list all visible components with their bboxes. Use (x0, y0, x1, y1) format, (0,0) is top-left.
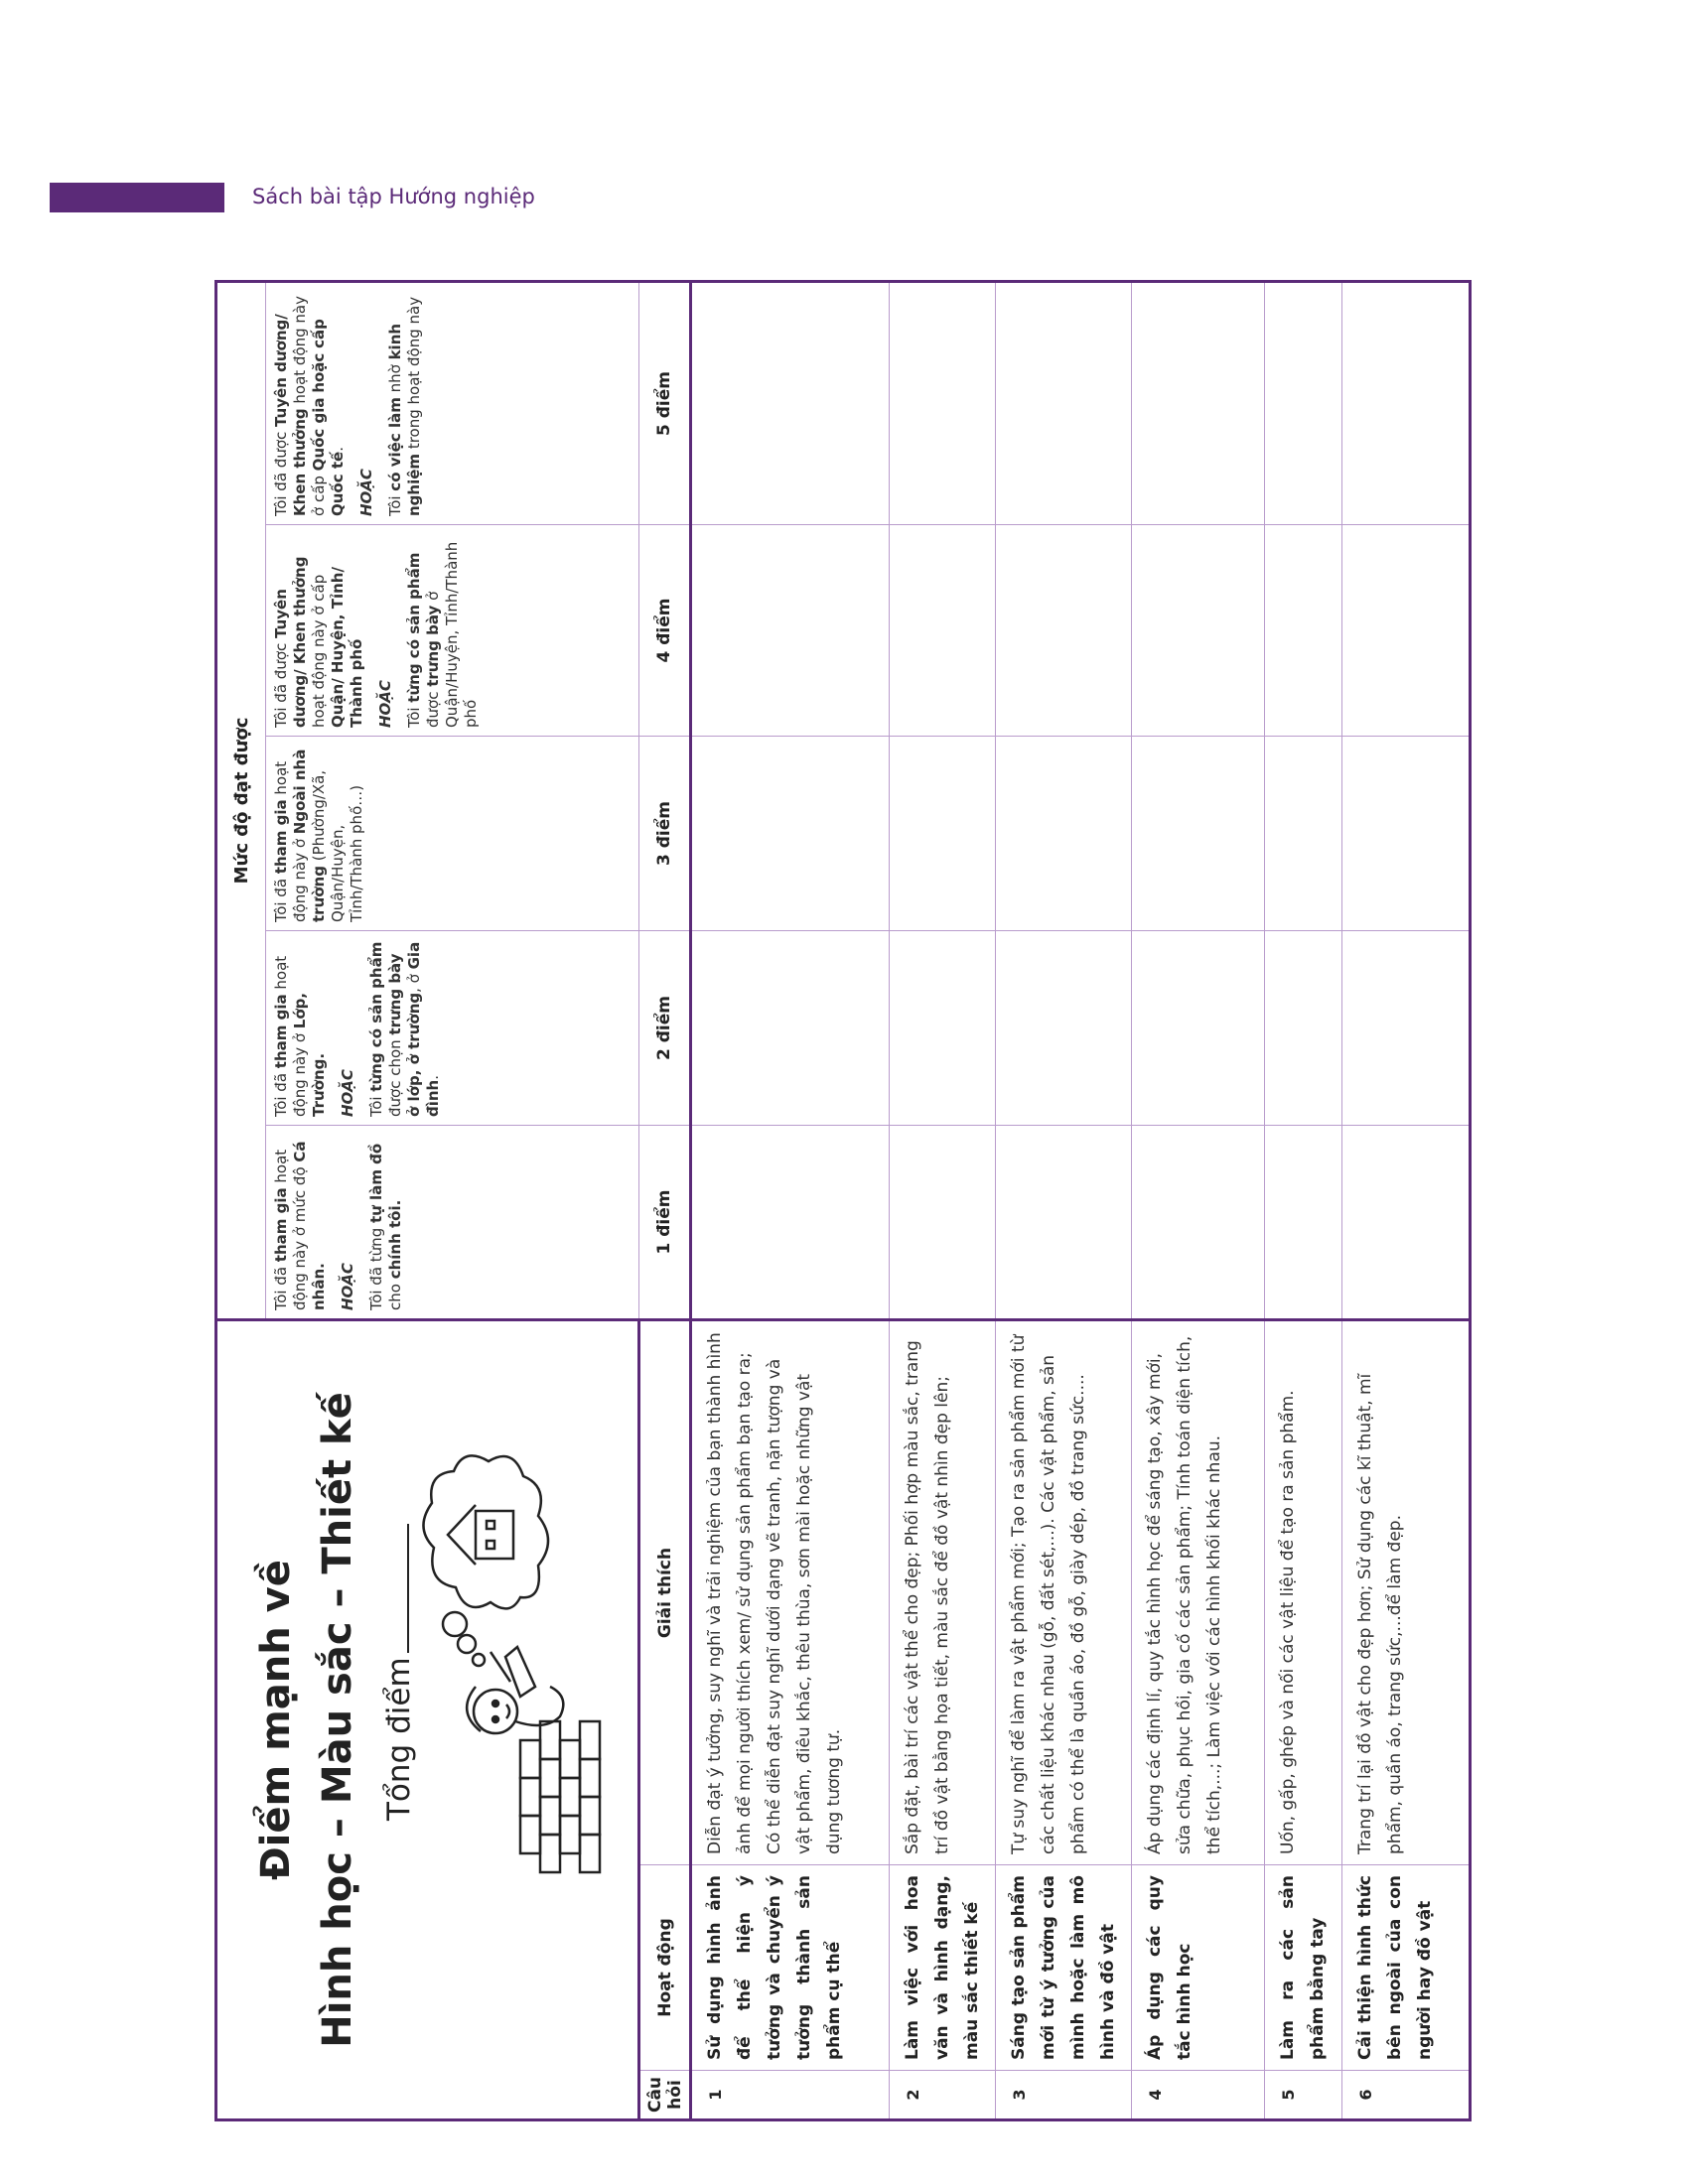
score-cell-3[interactable] (996, 737, 1132, 931)
activity-cell: Làm việc với hoa văn và hình dạng, màu sắc thiết kế (890, 1865, 996, 2071)
activity-cell: Cải thiện hình thức bên ngoài của con người hay đồ vật (1342, 1865, 1471, 2071)
desc-text: Tôi (367, 1091, 385, 1117)
desc-text: hoạt động này ở cấp (291, 295, 328, 516)
or-separator: HOẶC (376, 680, 394, 728)
question-number: 6 (1342, 2071, 1471, 2120)
header-accent-bar (50, 183, 224, 212)
desc-text: . (329, 447, 347, 452)
table-row (1342, 281, 1471, 2119)
score-cell-1[interactable] (691, 1126, 890, 1320)
question-number: 4 (1132, 2071, 1265, 2120)
emphasis-text: Cá nhân. (291, 1141, 328, 1310)
title-line-1: Điểm mạnh về (253, 1560, 299, 1880)
table-row (1132, 281, 1265, 2119)
score-cell-4[interactable] (1132, 525, 1265, 737)
title-line-2: Hình học – Màu sắc – Thiết kế (315, 1392, 360, 2048)
question-number: 1 (691, 2071, 890, 2120)
child-dreaming-illustration (421, 1453, 610, 1880)
score-cell-5[interactable] (691, 281, 890, 524)
desc-text: Tôi đã (272, 1262, 290, 1310)
desc-text: ở Quận/Huyện, Tỉnh/Thành phố (424, 541, 480, 728)
score-cell-1[interactable] (1342, 1126, 1471, 1320)
table-row (890, 281, 996, 2119)
title-block (216, 1320, 639, 2120)
desc-text: được (424, 686, 442, 728)
level-desc-3 (266, 737, 639, 931)
activity-cell: Sử dụng hình ảnh để thể hiện ý tưởng và chuyển ý tưởng thành sản phẩm cụ thể (691, 1865, 890, 2071)
score-cell-5[interactable] (1342, 281, 1471, 524)
desc-text: trong hoạt động này (405, 296, 423, 454)
total-score-field (381, 1524, 417, 1821)
col-header-score-5: 5 điểm (639, 281, 691, 524)
table-row (1265, 281, 1342, 2119)
emphasis-text: Tuyên dương/ Khen thưởng (272, 556, 309, 728)
score-cell-4[interactable] (1342, 525, 1471, 737)
total-score-blank[interactable] (383, 1524, 409, 1653)
emphasis-text: cấp Quốc tế (310, 319, 347, 516)
emphasis-text: Lớp, Trường. (291, 992, 328, 1117)
score-cell-4[interactable] (890, 525, 996, 737)
explanation-cell: Trang trí lại đồ vật cho đẹp hơn; Sử dụng các kĩ thuật, mĩ phẩm, quần áo, trang sức,...để làm đẹp. (1342, 1320, 1471, 1865)
score-cell-4[interactable] (691, 525, 890, 737)
total-score-label: Tổng điểm (381, 1657, 417, 1821)
col-header-score-4: 4 điểm (639, 525, 691, 737)
emphasis-text: kinh nghiệm (386, 323, 423, 516)
or-separator: HOẶC (339, 1263, 356, 1310)
desc-text: hoạt động này ở (272, 955, 309, 1117)
bricks-drawing (520, 1721, 600, 1872)
score-cell-3[interactable] (1342, 737, 1471, 931)
col-header-score-2: 2 điểm (639, 931, 691, 1126)
col-header-score-1: 1 điểm (639, 1126, 691, 1320)
col-header-question: Câu hỏi (639, 2071, 691, 2120)
level-desc-4 (266, 525, 639, 737)
score-cell-5[interactable] (890, 281, 996, 524)
score-cell-5[interactable] (1265, 281, 1342, 524)
cloud-drawing (423, 1455, 548, 1608)
desc-text: Tôi đã (272, 1068, 290, 1117)
score-cell-5[interactable] (996, 281, 1132, 524)
desc-text (310, 393, 328, 398)
col-header-explanation: Giải thích (639, 1320, 691, 1865)
book-title: Sách bài tập Hướng nghiệp (252, 185, 535, 208)
score-cell-2[interactable] (890, 931, 996, 1126)
desc-text: Tôi (405, 702, 423, 728)
score-cell-1[interactable] (890, 1126, 996, 1320)
desc-text: Tôi đã được (272, 637, 290, 728)
explanation-cell: Tự suy nghĩ để làm ra vật phẩm mới; Tạo ra sản phẩm mới từ các chất liệu khác nhau (gỗ, đất sét,...). Các vật phẩm, sản phẩm có thể là quần áo, đồ gỗ, giày dép, đồ trang sức.... (996, 1320, 1132, 1865)
score-cell-2[interactable] (1265, 931, 1342, 1126)
score-cell-2[interactable] (1132, 931, 1265, 1126)
score-cell-3[interactable] (890, 737, 996, 931)
activity-cell: Áp dụng các quy tắc hình học (1132, 1865, 1265, 2071)
score-cell-4[interactable] (996, 525, 1132, 737)
desc-text: Tôi (386, 490, 404, 516)
desc-text: hoạt động này ở (272, 760, 309, 922)
emphasis-text: từng có sản phẩm (405, 552, 423, 703)
col-header-activity: Hoạt động (639, 1865, 691, 2071)
explanation-cell: Áp dụng các định lí, quy tắc hình học để sáng tạo, xây mới, sửa chữa, phục hồi, gia cố các sản phẩm; Tính toán diện tích, thể tích,...; Làm việc với các hình khối khác nhau. (1132, 1320, 1265, 1865)
explanation-cell: Diễn đạt ý tưởng, suy nghĩ và trải nghiệm của bạn thành hình ảnh để mọi người thích xem/ sử dụng sản phẩm bạn tạo ra; Có thể diễn đạt suy nghĩ dưới dạng vẽ tranh, nặn tượng và vật phẩm, điêu khắc, thêu thùa, sơn mài hoặc những vật dụng tương tự. (691, 1320, 890, 1865)
desc-text: Tôi đã từng (367, 1223, 385, 1310)
level-desc-5 (266, 281, 639, 524)
activity-cell: Sáng tạo sản phẩm mới từ ý tưởng của mình hoặc làm mô hình và đồ vật (996, 1865, 1132, 2071)
explanation-cell: Sắp đặt, bài trí các vật thể cho đẹp; Phối hợp màu sắc, trang trí đồ vật bằng họa tiết, màu sắc để đồ vật nhìn đẹp lên; (890, 1320, 996, 1865)
emphasis-text: trưng bày (424, 605, 442, 687)
emphasis-text: Gia đình (405, 941, 442, 1117)
emphasis-text: từng có sản phẩm (367, 941, 385, 1092)
activity-cell: Làm ra các sản phẩm bằng tay (1265, 1865, 1342, 2071)
desc-text: . (424, 1074, 442, 1080)
desc-text: , ở (405, 969, 423, 993)
score-cell-2[interactable] (691, 931, 890, 1126)
level-desc-2 (266, 931, 639, 1126)
emphasis-text: tham gia (272, 1187, 290, 1263)
strengths-table (214, 280, 1472, 2121)
or-separator: HOẶC (339, 1069, 356, 1117)
level-desc-1 (266, 1126, 639, 1320)
emphasis-text: Tuyên dương/ Khen thưởng (272, 314, 309, 516)
table-row (691, 281, 890, 2119)
desc-text: hoạt động này ở cấp (310, 574, 328, 728)
emphasis-text: tham gia (272, 994, 290, 1069)
or-separator: HOẶC (357, 469, 375, 516)
emphasis-text: Quốc gia (310, 397, 328, 472)
emphasis-text: có việc làm (386, 397, 404, 491)
emphasis-text: tham gia (272, 799, 290, 875)
score-cell-2[interactable] (996, 931, 1132, 1126)
score-cell-1[interactable] (996, 1126, 1132, 1320)
score-cell-3[interactable] (1132, 737, 1265, 931)
question-number: 2 (890, 2071, 996, 2120)
score-cell-1[interactable] (1265, 1126, 1342, 1320)
house-drawing (448, 1505, 513, 1565)
score-cell-3[interactable] (691, 737, 890, 931)
desc-text: cho (386, 1279, 404, 1310)
col-header-score-3: 3 điểm (639, 737, 691, 931)
emphasis-text: trưng bày ở lớp, ở trường (386, 953, 423, 1117)
emphasis-text: chính tôi. (386, 1199, 404, 1280)
score-cell-1[interactable] (1132, 1126, 1265, 1320)
desc-text: được chọn (386, 1034, 404, 1117)
level-header: Mức độ đạt được (216, 281, 266, 1319)
question-number: 5 (1265, 2071, 1342, 2120)
desc-text: (Phường/Xã, Quận/Huyện, Tỉnh/Thành phố…) (310, 769, 365, 922)
question-number: 3 (996, 2071, 1132, 2120)
table-row (996, 281, 1132, 2119)
emphasis-text: hoặc (310, 352, 328, 393)
desc-text (310, 348, 328, 353)
desc-text: Tôi đã (272, 874, 290, 922)
score-cell-2[interactable] (1342, 931, 1471, 1126)
rotated-worksheet (214, 283, 1456, 2121)
emphasis-text: Quận/ Huyện, Tỉnh/ Thành phố (329, 567, 365, 728)
score-cell-3[interactable] (1265, 737, 1342, 931)
score-cell-4[interactable] (1265, 525, 1342, 737)
score-cell-5[interactable] (1132, 281, 1265, 524)
emphasis-text: Ngoài nhà trường (291, 749, 328, 922)
desc-text: Tôi đã được (272, 426, 290, 516)
emphasis-text: tự làm đồ (367, 1143, 385, 1224)
desc-text: nhờ (386, 359, 404, 398)
desc-text: hoạt động này ở mức độ (272, 1149, 309, 1310)
explanation-cell: Uốn, gấp, ghép và nối các vật liệu để tạo ra sản phẩm. (1265, 1320, 1342, 1865)
